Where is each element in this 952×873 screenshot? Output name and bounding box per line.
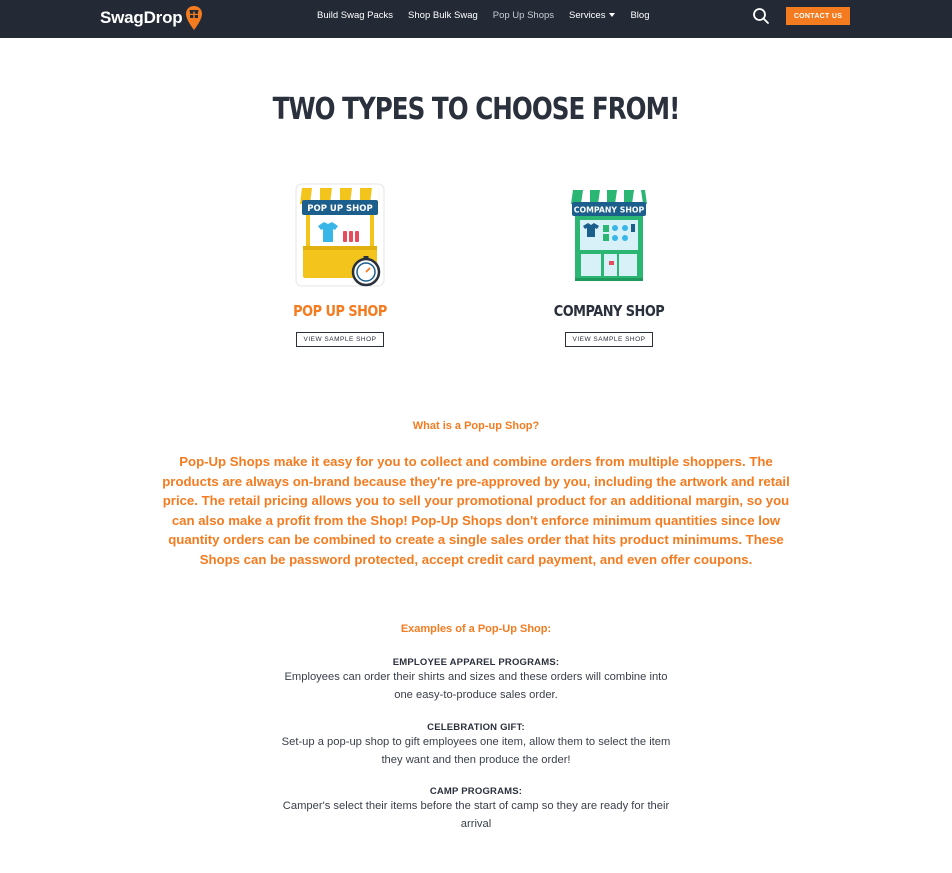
nav-links [317, 10, 664, 21]
nav-link-blog[interactable]: Blog [630, 10, 650, 21]
pop-up-shop-title: POP UP SHOP [293, 302, 387, 320]
page-heading: TWO TYPES TO CHOOSE FROM! [272, 92, 680, 127]
example-item [276, 721, 676, 769]
nav-link-shop-bulk-swag[interactable]: Shop Bulk Swag [408, 10, 478, 21]
example-description: Set-up a pop-up shop to gift employees one item, allow them to select the item they want and then produce the order! [281, 736, 671, 766]
pop-up-shop-card [250, 182, 430, 347]
pop-up-shop-description: Pop-Up Shops make it easy for you to collect and combine orders from multiple shoppers. The products are always on-brand because they're pre-approved by you, including the artwork and retail price. The retail pricing allows you to sell your promotional product for an additional margin, so you can also make a profit from the Shop! Pop-Up Shops don't enforce minimum quantities since low quantity orders can be combined to create a single sales order that hits product minimums. These Shops can be password protected, accept credit card payment, and even offer coupons. [162, 454, 790, 567]
chevron-down-icon [609, 13, 615, 17]
pop-up-view-sample-shop-button[interactable]: VIEW SAMPLE SHOP [296, 332, 383, 347]
nav-link-build-swag-packs[interactable]: Build Swag Packs [317, 10, 394, 21]
map-pin-gift-icon [185, 5, 203, 31]
company-shop-sign-text: COMPANY SHOP [573, 205, 645, 215]
company-shop-store-icon [559, 182, 659, 292]
pop-up-shop-stand-icon [290, 182, 390, 292]
pop-up-shop-sign-text: POP UP SHOP [307, 204, 373, 214]
nav-link-pop-up-shops[interactable]: Pop Up Shops [492, 10, 555, 21]
example-description: Employees can order their shirts and sizes and these orders will combine into one easy-to-produce sales order. [284, 671, 668, 701]
example-item [276, 656, 676, 704]
example-title: EMPLOYEE APPAREL PROGRAMS: [392, 657, 560, 668]
logo[interactable] [100, 5, 203, 31]
nav-link-services[interactable] [569, 10, 615, 21]
search-icon[interactable] [752, 7, 770, 25]
top-navbar [0, 0, 952, 38]
example-title: CELEBRATION GIFT: [427, 722, 525, 733]
contact-us-button[interactable]: CONTACT US [786, 7, 850, 25]
company-shop-title: COMPANY SHOP [553, 302, 665, 320]
nav-link-services-label: Services [569, 10, 606, 21]
example-description: Camper's select their items before the start of camp so they are ready for their arrival [282, 800, 670, 830]
example-item [276, 785, 676, 833]
company-shop-card [519, 182, 699, 347]
examples-heading: Examples of a Pop-Up Shop: [400, 623, 552, 635]
logo-text: SwagDrop [100, 8, 183, 27]
example-title: CAMP PROGRAMS: [429, 786, 523, 797]
company-view-sample-shop-button[interactable]: VIEW SAMPLE SHOP [565, 332, 652, 347]
pop-up-shop-question: What is a Pop-up Shop? [412, 420, 540, 432]
